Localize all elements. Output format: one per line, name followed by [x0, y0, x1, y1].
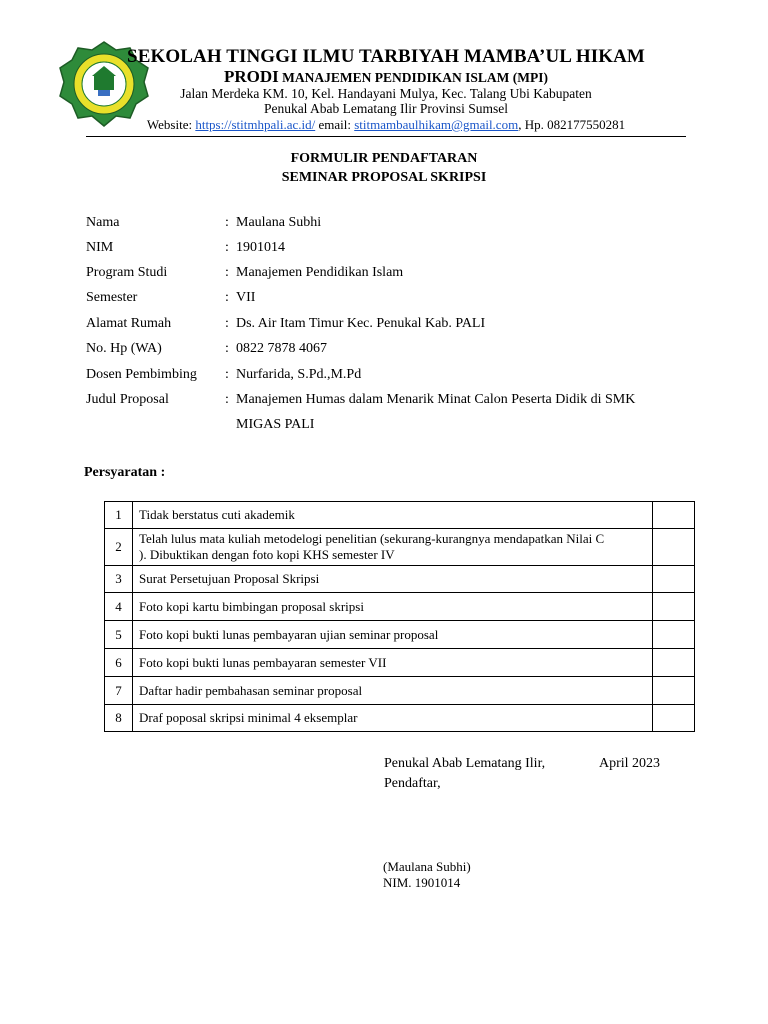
row-text-content: Telah lulus mata kuliah metodelogi penelitian (sekurang-kurangnya mendapatkan Nilai C ). Dibuktikan dengan foto kopi KHS semester IV: [139, 531, 605, 562]
row-number: 7: [105, 677, 133, 705]
check-cell[interactable]: [653, 649, 695, 677]
check-cell[interactable]: [653, 677, 695, 705]
table-row: [105, 529, 695, 566]
field-value-nim: 1901014: [236, 240, 285, 255]
row-number: 4: [105, 593, 133, 621]
field-colon: :: [225, 367, 229, 382]
field-colon: :: [225, 215, 229, 230]
table-row: [105, 566, 695, 593]
check-cell[interactable]: [653, 705, 695, 732]
row-number: 3: [105, 566, 133, 593]
table-row: [105, 649, 695, 677]
field-value-alamat: Ds. Air Itam Timur Kec. Penukal Kab. PALI: [236, 316, 486, 331]
prodi-line: [86, 67, 686, 87]
row-text: Foto kopi bukti lunas pembayaran ujian seminar proposal: [133, 621, 653, 649]
check-cell[interactable]: [653, 593, 695, 621]
field-value-semester: VII: [236, 290, 256, 305]
field-colon: :: [225, 265, 229, 280]
table-row: [105, 502, 695, 529]
row-number: 1: [105, 502, 133, 529]
field-value-judul: Manajemen Humas dalam Menarik Minat Calon Peserta Didik di SMK MIGAS PALI: [236, 392, 636, 432]
field-label-nama: Nama: [86, 215, 120, 230]
row-number: 2: [105, 529, 133, 566]
field-label-program-studi: Program Studi: [86, 265, 168, 280]
field-label-dosen: Dosen Pembimbing: [86, 367, 197, 382]
signature-name: (Maulana Subhi): [383, 859, 471, 874]
address-line-1: Jalan Merdeka KM. 10, Kel. Handayani Mulya, Kec. Talang Ubi Kabupaten: [180, 86, 592, 101]
contact-line: [86, 117, 686, 133]
row-text: Draf poposal skripsi minimal 4 eksemplar: [133, 705, 653, 732]
form-subtitle: SEMINAR PROPOSAL SKRIPSI: [281, 170, 487, 185]
header-divider: [86, 136, 686, 137]
website-label: Website:: [146, 117, 193, 132]
email-link[interactable]: stitmambaulhikam@gmail.com: [354, 117, 519, 132]
table-row: [105, 677, 695, 705]
signature-place: Penukal Abab Lematang Ilir,: [384, 756, 546, 771]
field-colon: :: [225, 316, 229, 331]
row-text: [133, 529, 653, 566]
field-colon: :: [225, 341, 229, 356]
signature-date: April 2023: [599, 756, 661, 771]
field-label-alamat: Alamat Rumah: [86, 316, 172, 331]
check-cell[interactable]: [653, 502, 695, 529]
address-line-2: Penukal Abab Lematang Ilir Provinsi Sumsel: [263, 101, 509, 116]
check-cell[interactable]: [653, 529, 695, 566]
row-text: Daftar hadir pembahasan seminar proposal: [133, 677, 653, 705]
row-text: Surat Persetujuan Proposal Skripsi: [133, 566, 653, 593]
requirements-title: Persyaratan :: [84, 465, 166, 480]
check-cell[interactable]: [653, 621, 695, 649]
row-text: Foto kopi kartu bimbingan proposal skripsi: [133, 593, 653, 621]
prodi-name: MANAJEMEN PENDIDIKAN ISLAM (MPI): [282, 70, 549, 85]
row-number: 6: [105, 649, 133, 677]
field-colon: :: [225, 290, 229, 305]
signature-role: Pendaftar,: [384, 776, 441, 791]
row-text: Foto kopi bukti lunas pembayaran semester VII: [133, 649, 653, 677]
field-colon: :: [225, 392, 229, 407]
website-link[interactable]: https://stitmhpali.ac.id/: [195, 117, 316, 132]
field-label-semester: Semester: [86, 290, 138, 305]
row-number: 5: [105, 621, 133, 649]
table-row: [105, 621, 695, 649]
check-cell[interactable]: [653, 566, 695, 593]
field-value-nama: Maulana Subhi: [236, 215, 322, 230]
institution-name: SEKOLAH TINGGI ILMU TARBIYAH MAMBA’UL HIKAM: [127, 46, 645, 67]
table-row: [105, 705, 695, 732]
field-colon: :: [225, 240, 229, 255]
prodi-prefix: PRODI: [223, 67, 279, 86]
row-number: 8: [105, 705, 133, 732]
field-value-program-studi: Manajemen Pendidikan Islam: [236, 265, 404, 280]
field-value-dosen: Nurfarida, S.Pd.,M.Pd: [236, 367, 362, 382]
email-label: email:: [318, 117, 351, 132]
row-text: Tidak berstatus cuti akademik: [133, 502, 653, 529]
field-label-nim: NIM: [86, 240, 114, 255]
table-row: [105, 593, 695, 621]
field-value-no-hp: 0822 7878 4067: [236, 341, 327, 356]
form-title: FORMULIR PENDAFTARAN: [290, 151, 478, 166]
field-label-no-hp: No. Hp (WA): [86, 341, 162, 356]
phone: , Hp. 082177550281: [518, 117, 626, 132]
signature-nim: NIM. 1901014: [383, 875, 461, 890]
field-label-judul: Judul Proposal: [86, 392, 169, 407]
requirements-table: [104, 501, 695, 732]
